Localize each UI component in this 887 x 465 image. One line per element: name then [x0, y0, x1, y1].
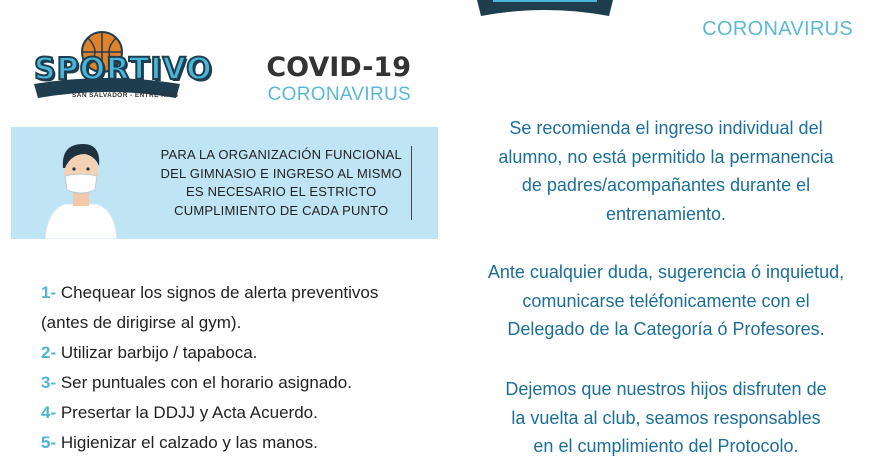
info-banner [11, 127, 438, 239]
list-item: 1- Chequear los signos de alerta preventivos [41, 283, 379, 302]
banner-text: PARA LA ORGANIZACIÓN FUNCIONAL DEL GIMNASIO E INGRESO AL MISMO ES NECESARIO EL ESTRICTO CUMPLIMIENTO DE CADA PUNTO [161, 146, 412, 220]
page-subtitle: CORONAVIRUS [267, 84, 411, 105]
masked-person-icon [41, 130, 121, 239]
sportivo-logo-partial [475, 0, 615, 32]
list-item: 5- Higienizar el calzado y las manos. [41, 433, 318, 452]
page-title: COVID-19 [266, 52, 411, 83]
logo-tagline: SAN SALVADOR - ENTRE RIOS [72, 92, 179, 99]
checklist [41, 278, 441, 458]
right-subtitle: CORONAVIRUS [702, 18, 853, 40]
paragraph-closing: Dejemos que nuestros hijos disfruten de la vuelta al club, seamos responsables en el cumplimiento del Protocolo. [505, 379, 827, 456]
paragraph-entry: Se recomienda el ingreso individual del alumno, no está permitido la permanencia de padres/acompañantes durante el entrenamiento. [498, 118, 834, 224]
list-item: 3- Ser puntuales con el horario asignado. [41, 373, 352, 392]
list-item: 4- Presertar la DDJJ y Acta Acuerdo. [41, 403, 318, 422]
paragraph-contact: Ante cualquier duda, sugerencia ó inquietud, comunicarse teléfonicamente con el Delegado de la Categoría ó Profesores. [487, 262, 845, 339]
right-panel [445, 0, 887, 465]
logo-wordmark: SPORTIVO [34, 52, 213, 87]
list-item: 2- Utilizar barbijo / tapaboca. [41, 343, 258, 362]
list-item: (antes de dirigirse al gym). [41, 313, 242, 332]
